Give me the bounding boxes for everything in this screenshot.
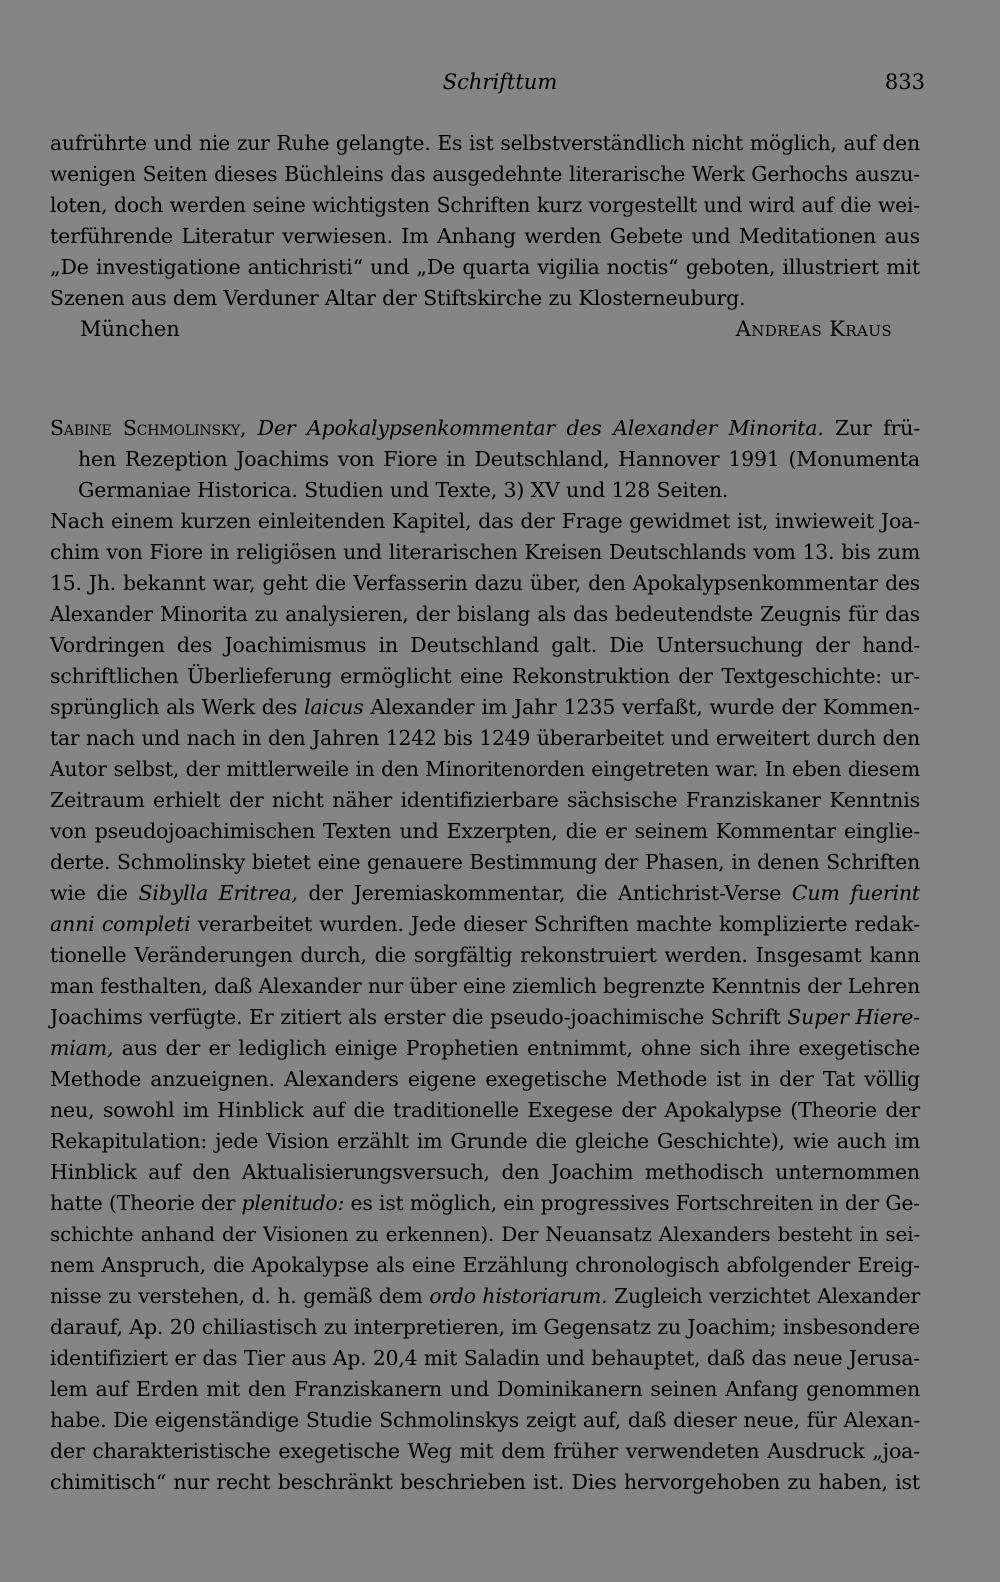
text-line: Vordringen des Joachimismus in Deutschland galt. Die Untersuchung der hand- <box>50 633 920 657</box>
review-2-citation <box>50 413 920 506</box>
text-line: tionelle Veränderungen durch, die sorgfältig rekonstruiert werden. Insgesamt kann <box>50 943 920 967</box>
text-line: Zeitraum erhielt der nicht näher identifizierbare sächsische Franziskaner Kenntnis <box>50 788 920 812</box>
text-line: neu, sowohl im Hinblick auf die traditionelle Exegese der Apokalypse (Theorie der <box>50 1098 920 1122</box>
text-line <box>50 909 920 940</box>
text-run: der Jeremiaskommentar, die Antichrist-Verse <box>308 881 782 905</box>
text-line: darauf, Ap. 20 chiliastisch zu interpretieren, im Gegensatz zu Joachim; insbesondere <box>50 1315 920 1339</box>
text-line: aufrührte und nie zur Ruhe gelangte. Es ist selbstverständlich nicht möglich, auf den <box>50 131 920 155</box>
citation-line: hen Rezeption Joachims von Fiore in Deutschland, Hannover 1991 (Monumenta <box>78 447 920 471</box>
italic-run: Super Hiere- <box>787 1005 920 1029</box>
text-run: aus der er lediglich einige Prophetien entnimmt, ohne sich ihre exegetische <box>121 1036 920 1060</box>
text-line: wenigen Seiten dieses Büchleins das ausgedehnte literarische Werk Gerhochs auszu- <box>50 162 920 186</box>
text-line: Autor selbst, der mittlerweile in den Minoritenorden eingetreten war. In eben diesem <box>50 757 920 781</box>
text-line: Alexander Minorita zu analysieren, der bislang als das bedeutendste Zeugnis für das <box>50 602 920 626</box>
text-line <box>50 1188 920 1219</box>
running-title: Schrifttum <box>442 70 558 94</box>
italic-run: laicus <box>303 695 364 719</box>
review-1-signature <box>50 314 920 345</box>
text-line <box>50 1002 920 1033</box>
text-run: wie die <box>50 881 128 905</box>
italic-run: anni completi <box>50 912 191 936</box>
text-line <box>50 878 920 909</box>
text-line: man festhalten, daß Alexander nur über eine ziemlich begrenzte Kenntnis der Lehren <box>50 974 920 998</box>
citation-line: Germaniae Historica. Studien und Texte, 3) XV und 128 Seiten. <box>78 478 729 502</box>
text-line: chimitisch“ nur recht beschränkt beschrieben ist. Dies hervorgehoben zu haben, ist <box>50 1470 920 1494</box>
citation-text: Zur frü- <box>834 416 920 440</box>
text-line: schriftlichen Überlieferung ermöglicht eine Rekonstruktion der Textgeschichte: ur- <box>50 664 920 688</box>
review-1-text <box>50 128 920 314</box>
text-line <box>50 1281 920 1312</box>
signature-author: Andreas Kraus <box>735 317 892 341</box>
italic-run: ordo historiarum. <box>429 1284 608 1308</box>
text-line: „De investigatione antichristi“ und „De quarta vigilia noctis“ geboten, illustriert mit <box>50 255 920 279</box>
text-run: verarbeitet wurden. Jede dieser Schriften machte komplizierte redak- <box>197 912 920 936</box>
text-line: habe. Die eigenständige Studie Schmolinskys zeigt auf, daß dieser neue, für Alexan- <box>50 1408 920 1432</box>
text-line <box>50 692 920 723</box>
text-line: derte. Schmolinsky bietet eine genauere Bestimmung der Phasen, in denen Schriften <box>50 850 920 874</box>
italic-run: Sibylla Eritrea, <box>138 881 298 905</box>
running-header <box>0 70 1000 100</box>
citation-title: Der Apokalypsenkommentar des Alexander Minorita. <box>257 416 824 440</box>
text-line: schichte anhand der Visionen zu erkennen). Der Neuansatz Alexanders besteht in sei- <box>50 1222 920 1246</box>
signature-place: München <box>80 317 180 341</box>
text-line: identifiziert er das Tier aus Ap. 20,4 mit Saladin und behauptet, daß das neue Jerusa- <box>50 1346 920 1370</box>
text-run: nisse zu verstehen, d. h. gemäß dem <box>50 1284 423 1308</box>
text-line: Rekapitulation: jede Vision erzählt im Grunde die gleiche Geschichte), wie auch im <box>50 1129 920 1153</box>
text-line: chim von Fiore in religiösen und literarischen Kreisen Deutschlands vom 13. bis zum <box>50 540 920 564</box>
review-2-body <box>50 506 920 1498</box>
italic-run: Cum fuerint <box>791 881 921 905</box>
text-run: sprünglich als Werk des <box>50 695 298 719</box>
text-line: tar nach und nach in den Jahren 1242 bis 1249 überarbeitet und erweitert durch den <box>50 726 920 750</box>
text-line: der charakteristische exegetische Weg mit dem früher verwendeten Ausdruck „joa- <box>50 1439 920 1463</box>
italic-run: miam, <box>50 1036 114 1060</box>
text-line: Szenen aus dem Verduner Altar der Stiftskirche zu Klosterneuburg. <box>50 286 746 310</box>
text-line: terführende Literatur verwiesen. Im Anhang werden Gebete und Meditationen aus <box>50 224 920 248</box>
text-line <box>50 1033 920 1064</box>
text-line: Hinblick auf den Aktualisierungsversuch, den Joachim methodisch unternommen <box>50 1160 920 1184</box>
text-line: 15. Jh. bekannt war, geht die Verfasserin dazu über, den Apokalypsenkommentar des <box>50 571 920 595</box>
text-line: nem Anspruch, die Apokalypse als eine Erzählung chronologisch abfolgender Ereig- <box>50 1253 920 1277</box>
text-line: von pseudojoachimischen Texten und Exzerpten, die er seinem Kommentar einglie- <box>50 819 920 843</box>
text-run: Zugleich verzichtet Alexander <box>614 1284 920 1308</box>
text-run: Alexander im Jahr 1235 verfaßt, wurde der Kommen- <box>370 695 920 719</box>
text-run: hatte (Theorie der <box>50 1191 236 1215</box>
italic-run: plenitudo: <box>241 1191 345 1215</box>
citation-author: Sabine Schmolinsky, <box>50 416 247 440</box>
text-run: es ist möglich, ein progressives Fortschreiten in der Ge- <box>350 1191 920 1215</box>
text-line: Methode anzueignen. Alexanders eigene exegetische Methode ist in der Tat völlig <box>50 1067 920 1091</box>
text-line: Nach einem kurzen einleitenden Kapitel, das der Frage gewidmet ist, inwieweit Joa- <box>50 509 920 533</box>
page-number: 833 <box>884 70 925 94</box>
citation-line <box>50 413 920 444</box>
text-line: loten, doch werden seine wichtigsten Schriften kurz vorgestellt und wird auf die wei- <box>50 193 920 217</box>
text-run: Joachims verfügte. Er zitiert als erster die pseudo-joachimische Schrift <box>50 1005 781 1029</box>
text-line: lem auf Erden mit den Franziskanern und Dominikanern seinen Anfang genommen <box>50 1377 920 1401</box>
